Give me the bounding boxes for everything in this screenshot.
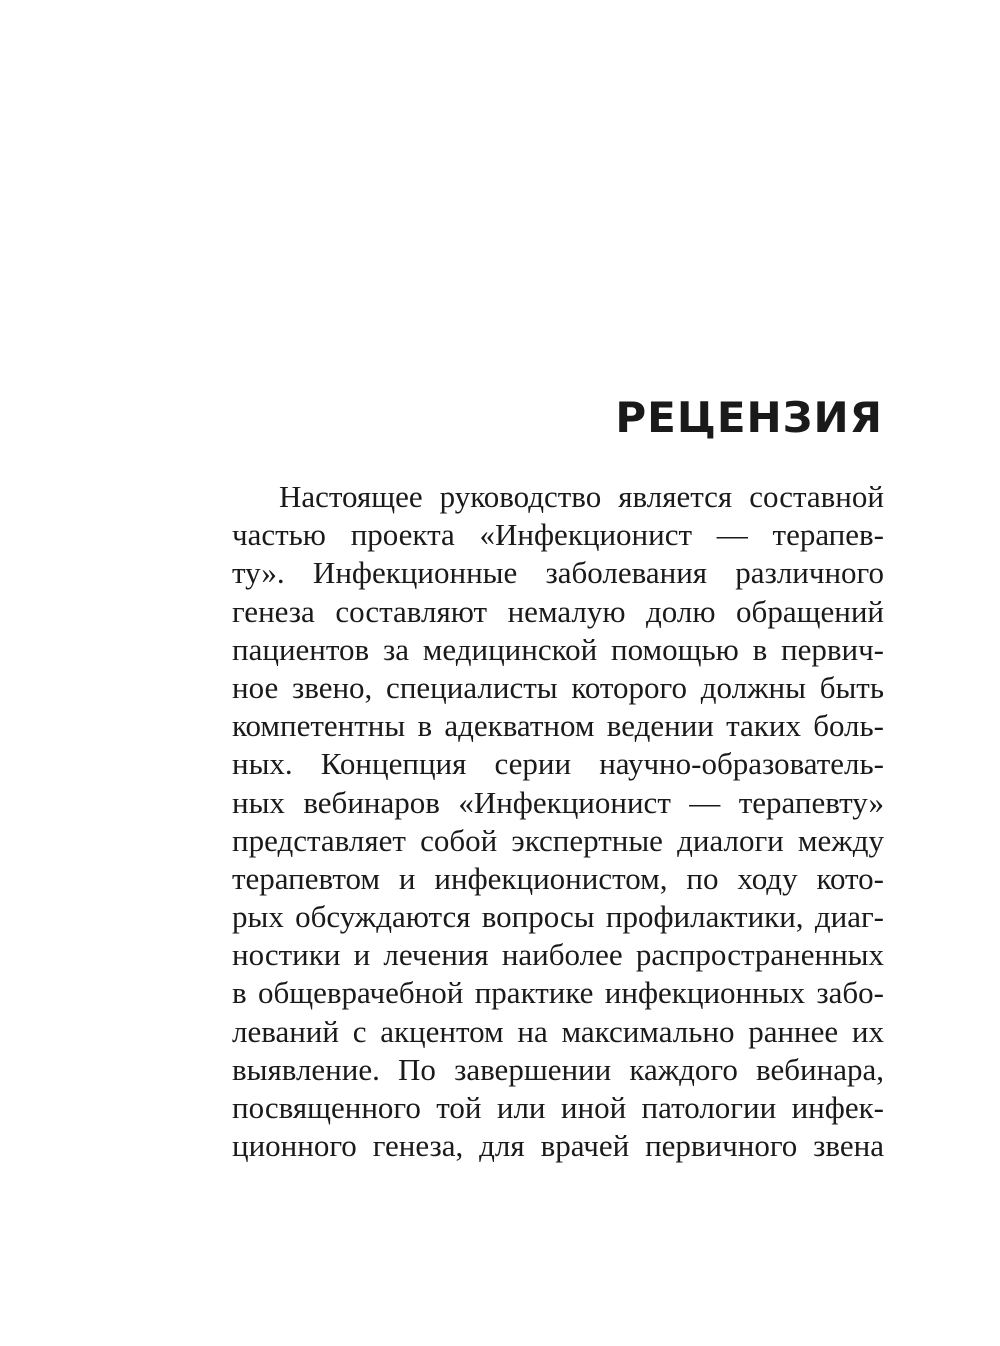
paragraph-line: в общеврачебной практике инфекционных забо- [232,975,884,1011]
paragraph-line: посвященного той или иной патологии инфек- [232,1090,884,1125]
paragraph-line: терапевтом и инфекционистом, по ходу кото- [232,860,884,896]
paragraph-line: ных вебинаров «Инфекционист — терапевту» [232,784,884,820]
review-paragraph [232,478,884,1165]
paragraph-line: частью проекта «Инфекционист — терапев- [232,517,884,553]
paragraph-line: генеза составляют немалую долю обращений [232,593,884,629]
paragraph-line: рых обсуждаются вопросы профилактики, диаг- [232,899,884,935]
paragraph-line: компетентны в адекватном ведении таких боль- [232,708,884,744]
paragraph-line: Настоящее руководство является составной [279,479,884,514]
paragraph-line: ционного генеза, для врачей первичного звена [232,1128,884,1164]
paragraph-line: леваний с акцентом на максимально раннее их [232,1013,884,1049]
paragraph-line: ностики и лечения наиболее распространенных [232,937,884,973]
page-title: РЕЦЕНЗИЯ [615,393,883,442]
paragraph-line: ных. Концепция серии научно-образователь- [232,746,884,782]
paragraph-line: представляет собой экспертные диалоги между [232,822,884,858]
paragraph-line: ту». Инфекционные заболевания различного [232,555,884,591]
paragraph-line: пациентов за медицинской помощью в первич- [232,631,884,667]
paragraph-line: ное звено, специалисты которого должны быть [232,669,884,705]
paragraph-line: выявление. По завершении каждого вебинара, [232,1051,884,1087]
